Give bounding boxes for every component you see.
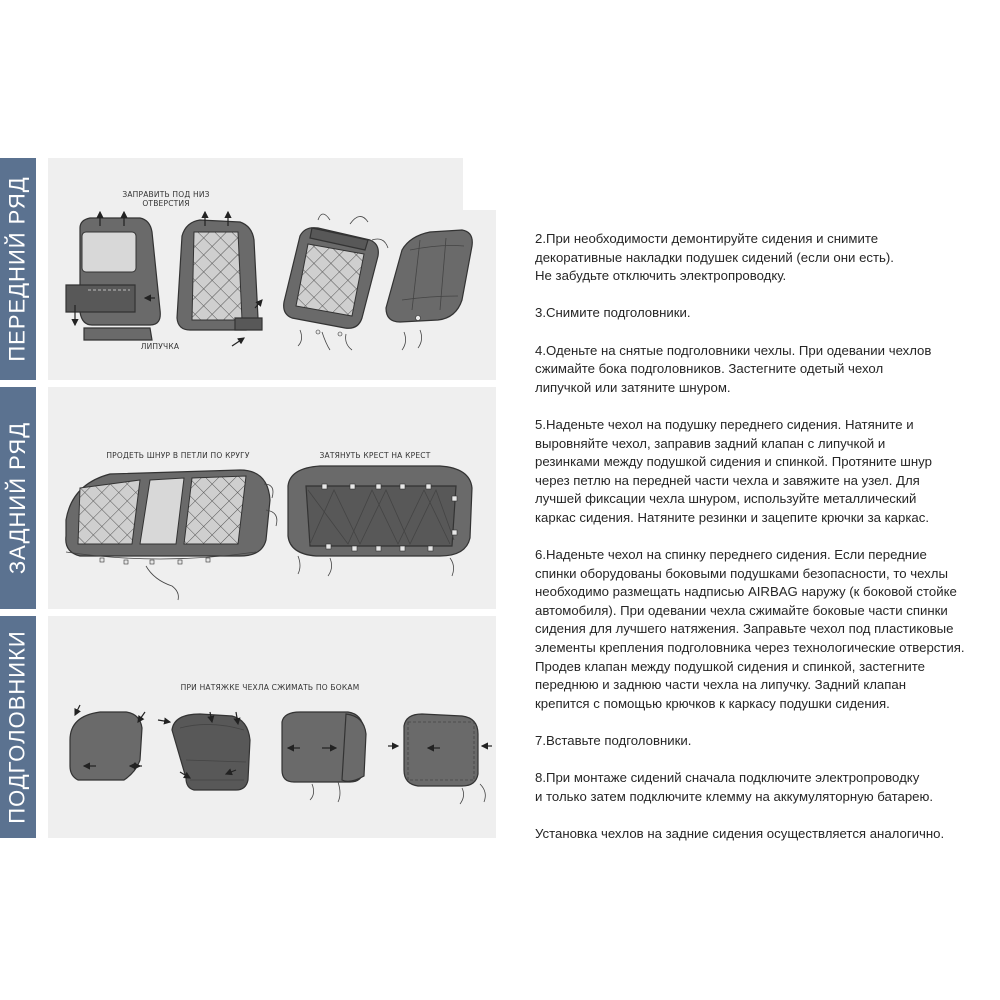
instruction-rear-note: Установка чехлов на задние сидения осуществляется аналогично. [535,826,945,841]
front-seat-cushion-underside-illustration [386,230,472,350]
front-seat-back-cover-illustration [177,212,262,346]
headrest-1-illustration [70,705,145,780]
headrest-3-illustration [282,712,366,802]
caption-rear-loop: ПРОДЕТЬ ШНУР В ПЕТЛИ ПО КРУГУ [106,451,250,460]
instruction-step-4: 4.Оденьте на снятые подголовники чехлы. При одевании чехлов сжимайте бока подголовников. Застегните одетый чехол липучкой или затяните шнуром. [535,342,932,395]
caption-head-squeeze: ПРИ НАТЯЖКЕ ЧЕХЛА СЖИМАТЬ ПО БОКАМ [180,683,360,692]
instruction-step-7: 7.Вставьте подголовники. [535,733,692,749]
headrest-4-illustration [388,714,492,804]
tab-headrests-label: ПОДГОЛОВНИКИ [5,630,30,824]
caption-front-velcro: ЛИПУЧКА [140,342,180,351]
instruction-step-5: 5.Наденьте чехол на подушку переднего сидения. Натяните и выровняйте чехол, заправив задний клапан с липучкой и резинками между подушкой сидения и спинкой. Протяните шнур через петлю на передней части чехла и завяжите на узел. Для лучшей фиксации чехла шнуром, используйте металлический каркас сидения. Натяните резинки и зацепите крючки за каркас. [535,416,932,525]
instruction-step-2: 2.При необходимости демонтируйте сидения и снимите декоративные накладки подушек сидений (если они есть). Не забудьте отключить электропроводку. [535,231,894,284]
instruction-step-6: 6.Наденьте чехол на спинку переднего сидения. Если передние спинки оборудованы боковыми подушками безопасности, то чехлы необходимо размещать надписью AIRBAG наружу (к боковой стойке автомобиля). При одевании чехла сжимайте боковые части спинки сидения для лучшего натяжения. Заправьте чехол под пластиковые элементы крепления подголовника через технологические отверстия. Продев клапан между подушкой сидения и спинкой, застегните переднюю и заднюю части чехла на липучку. Задний клапан крепится с помощью крючков к каркасу подушки сидения. [535,547,965,711]
caption-front-tuck: ЗАПРАВИТЬ ПОД НИЗ ОТВЕРСТИЯ [122,190,210,208]
instruction-step-8: 8.При монтаже сидений сначала подключите электропроводку и только затем подключите клемму на аккумуляторную батарею. [535,770,934,804]
front-seat-back-illustration [66,212,160,340]
front-seat-cushion-illustration [284,214,388,350]
instruction-step-3: 3.Снимите подголовники. [535,305,691,321]
tab-front-row-label: ПЕРЕДНИЙ РЯД [5,176,30,362]
rear-seat-cushion-illustration [66,470,277,600]
caption-rear-cross: ЗАТЯНУТЬ КРЕСТ НА КРЕСТ [319,451,431,460]
instructions-text [535,230,995,862]
rear-seat-underside-illustration [288,466,472,576]
headrest-2-illustration [130,712,250,790]
tab-rear-row-label: ЗАДНИЙ РЯД [5,421,31,575]
